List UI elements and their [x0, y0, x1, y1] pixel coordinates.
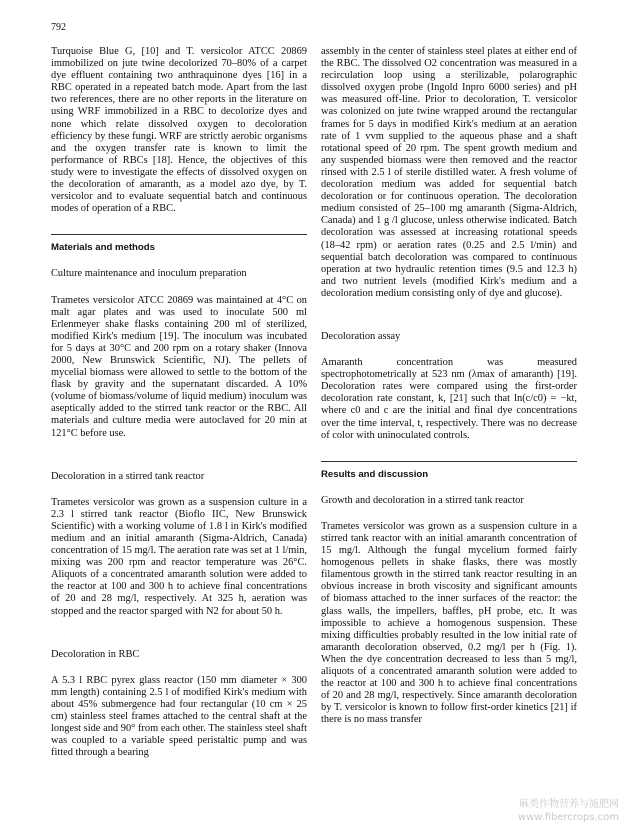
stirred-tank-paragraph: Trametes versicolor was grown as a suspension culture in a 2.3 l stirred tank reactor (Bioflo IIC, New Brunswick Scientific) with a working volume of 1.8 l in Kirk's modified medium and an initial amaranth (Sigma-Aldrich, Canada) concentration of 15 mg/l. The aeration rate was set at 1 l/min, mixing was 200 rpm and reactor temperature was 26°C. Aliquots of a concentrated amaranth solution were added to the reactor at 100 and 300 h to achieve final concentrations of 20 and 28 mg/l, respectively. At 325 h, aeration was stopped and the reactor sparged with N2 for about 50 h.: [51, 496, 307, 617]
left-column: [51, 46, 307, 759]
intro-paragraph: Turquoise Blue G, [10] and T. versicolor ATCC 20869 immobilized on jute twine decolorized 70–80% of a carpet dye effluent containing two anthraquinone dyes [16] in a RBC operated in a repeated batch mode. Apart from the last two references, there are no other reports in the literature on using WRF immobilized in a RBC to decolorize dyes and none which relate dissolved oxygen to decoloration efficiency by these fungi. WRF are strictly aerobic organisms and the oxygen transfer rate is known to limit the performance of RBCs [18]. Hence, the objectives of this study were to investigate the effects of dissolved oxygen on the decoloration of amaranth, as a model azo dye, by T. versicolor and to evaluate sequential batch and continuous modes of operation of a RBC.: [51, 46, 307, 215]
page-number: 792: [51, 22, 66, 33]
watermark-line-1: 麻类作物营养与施肥网: [519, 799, 619, 810]
rbc-paragraph: A 5.3 l RBC pyrex glass reactor (150 mm diameter × 300 mm length) containing 2.5 l of modified Kirk's medium with about 45% submergence had four rectangular (10 cm × 25 cm) stainless steel frames attached to the central shaft at the longest side and 90° from each other. The stainless steel shaft was coupled to a variable speed peristaltic pump and was fitted through a bearing: [51, 674, 307, 759]
rbc-continued-paragraph: assembly in the center of stainless steel plates at either end of the RBC. The dissolved O2 concentration was measured in a recirculation loop using a sterilizable, polarographic dissolved oxygen probe (Ingold Inpro 6000 series) and pH was measured off-line. Prior to decoloration, T. versicolor was colonized on jute twine wrapped around the rectangular frames for 5 days in modified Kirk's medium at an aeration rate of 1 vvm supplied to the aqueous phase and a shaft rotational speed of 20 rpm. The spent growth medium and any suspended biomass were then removed and the reactor rinsed with 2.5 l of sterile distilled water. A fresh volume of decoloration medium was added for sequential batch decoloration or for continuous operation. The decoloration medium consisted of 25–100 mg amaranth (Sigma-Aldrich, Canada) and 1 g /l glucose, unless otherwise indicated. Batch decoloration was assessed at increasing rotational speeds (18–42 rpm) or aeration rates (0.25 and 2.5 l/min) and sequential batch decoloration was compared to continuous operation at two hydraulic retention times (9.5 and 12.3 h) and two nutrient levels (modified Kirk's medium and a decoloration medium consisting only of dye and glucose).: [321, 46, 577, 299]
subsection-rbc: Decoloration in RBC: [51, 648, 140, 660]
section-rule: [321, 461, 577, 462]
culture-paragraph: Trametes versicolor ATCC 20869 was maintained at 4°C on malt agar plates and was used to inoculate 500 ml Erlenmeyer shake flasks containing 200 ml of sterilized, modified Kirk's medium [19]. The inoculum was incubated for 5 days at 30°C and 200 rpm on a rotary shaker (Innova 2000, New Brunswick Scientific, NJ). The pellets of mycelial biomass were allowed to settle to the bottom of the flask by gravity and the supernatant discarded. A 10% (volume of biomass/volume of liquid medium) inoculum was aseptically added to the stirred tank reactor or the RBC. All materials and culture media were autoclaved for 20 min at 121°C before use.: [51, 294, 307, 439]
growth-paragraph: Trametes versicolor was grown as a suspension culture in a stirred tank reactor with an initial amaranth concentration of 15 mg/l. Although the fungal mycelium formed fairly homogenous pellets in shake flasks, there was mostly filamentous growth in the stirred tank reactor resulting in an obvious increase in broth viscosity and significant amounts of biomass attached to the inner surfaces of the reactor: the glass walls, the impellers, baffles, pH probe, etc. It was impossible to achieve a homogenous suspension. These mixing difficulties probably resulted in the low initial rate of amaranth decoloration observed, 0.2 mg/l per h (Fig. 1). When the dye concentration decreased to less than 5 mg/l, aliquots of a concentrated amaranth solution were added to the reactor at 100 and 300 h to achieve final concentrations of 20 and 28 mg/l, respectively. Since amaranth decoloration by T. versicolor is known to follow first-order kinetics [21] if there is no mass transfer: [321, 520, 577, 726]
subsection-stirred-tank: Decoloration in a stirred tank reactor: [51, 470, 205, 482]
subsection-culture: Culture maintenance and inoculum preparation: [51, 268, 247, 280]
assay-paragraph: Amaranth concentration was measured spectrophotometrically at 523 nm (λmax of amaranth) [19]. Decoloration rates were compared using the first-order decoloration rate constant, k, [21] such that ln(c/c0) = −kt, where c0 and c are the initial and final dye concentrations over the time interval, t, respectively. There was no decrease of color with uninoculated controls.: [321, 357, 577, 441]
section-rule: [51, 234, 307, 235]
watermark: [518, 798, 619, 824]
subsection-growth: Growth and decoloration in a stirred tank reactor: [321, 494, 524, 506]
section-heading-results: Results and discussion: [321, 468, 429, 480]
watermark-line-2: www.fibercrops.com: [517, 812, 619, 823]
subsection-decoloration-assay: Decoloration assay: [321, 330, 401, 342]
right-column: [321, 46, 577, 727]
section-heading-methods: Materials and methods: [51, 242, 155, 254]
